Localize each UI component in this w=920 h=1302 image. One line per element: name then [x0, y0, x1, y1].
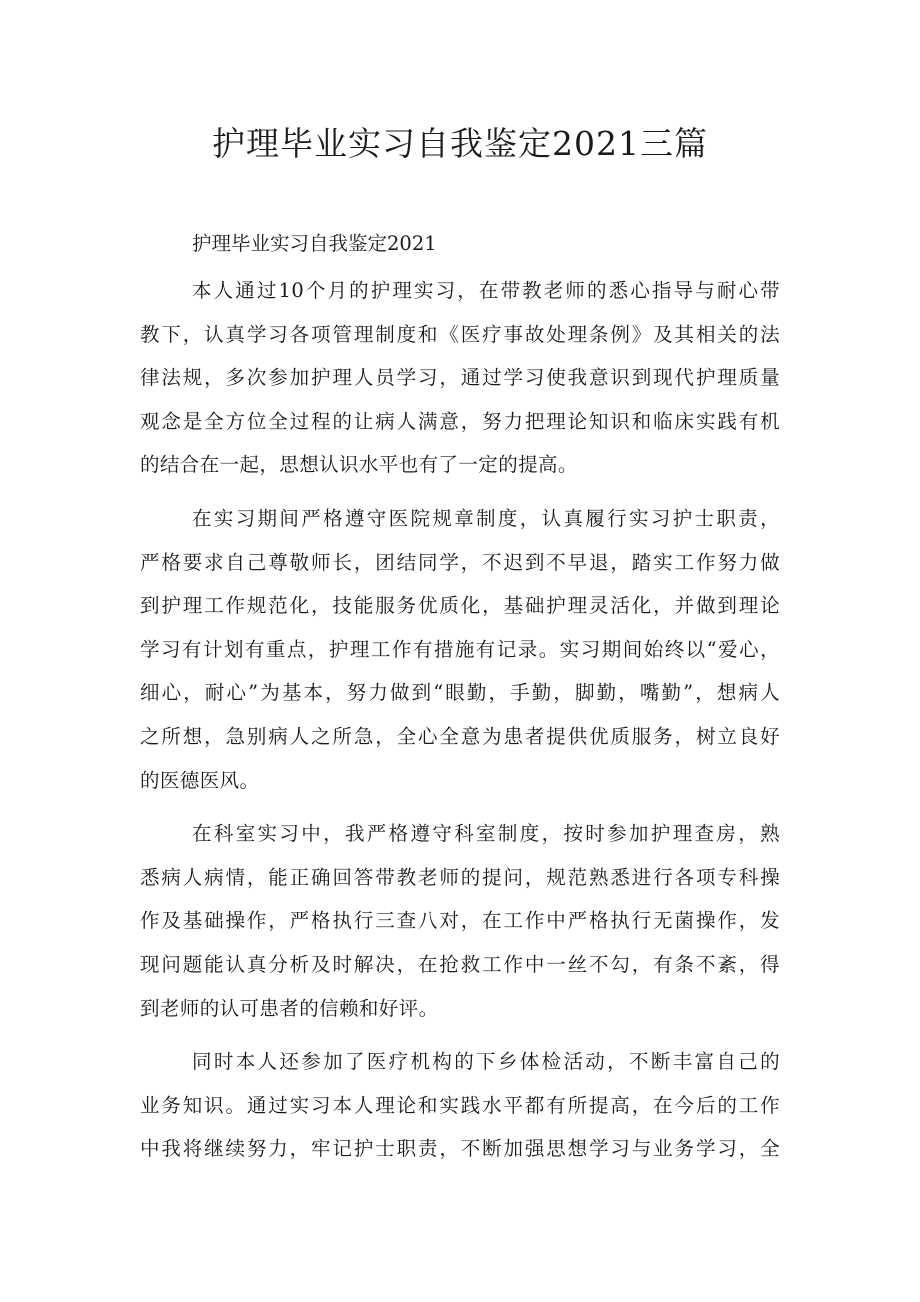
paragraph-line: 细心，耐心”为基本，努力做到“眼勤，手勤，脚勤，嘴勤”，想病人 — [140, 681, 780, 705]
paragraph-line: 在实习期间严格遵守医院规章制度，认真履行实习护士职责， — [192, 506, 780, 530]
paragraph-line: 的结合在一起，思想认识水平也有了一定的提高。 — [140, 453, 578, 477]
paragraph-line: 律法规，多次参加护理人员学习，通过学习使我意识到现代护理质量 — [140, 366, 780, 390]
paragraph-line: 严格要求自己尊敬师长，团结同学，不迟到不早退，踏实工作努力做 — [140, 550, 780, 574]
paragraph-line: 中我将继续努力，牢记护士职责，不断加强思想学习与业务学习，全 — [140, 1137, 780, 1161]
paragraph-line: 之所想，急别病人之所急，全心全意为患者提供优质服务，树立良好 — [140, 724, 780, 748]
paragraph-line: 观念是全方位全过程的让病人满意，努力把理论知识和临床实践有机 — [140, 409, 780, 433]
paragraph-line: 同时本人还参加了医疗机构的下乡体检活动，不断丰富自己的 — [192, 1050, 780, 1074]
paragraph-line: 的医德医风。 — [140, 768, 260, 792]
document-title: 护理毕业实习自我鉴定2021三篇 — [212, 124, 708, 163]
paragraph-line: 教下，认真学习各项管理制度和《医疗事故处理条例》及其相关的法 — [140, 322, 780, 346]
paragraph-line: 业务知识。通过实习本人理论和实践水平都有所提高，在今后的工作 — [140, 1093, 780, 1117]
paragraph-line: 本人通过10个月的护理实习，在带教老师的悉心指导与耐心带 — [192, 279, 780, 302]
paragraph-line: 到护理工作规范化，技能服务优质化，基础护理灵活化，并做到理论 — [140, 594, 780, 618]
document-body — [140, 222, 780, 1171]
paragraph-3 — [140, 812, 780, 1030]
paragraph-1 — [140, 269, 780, 487]
paragraph-line: 悉病人病情，能正确回答带教老师的提问，规范熟悉进行各项专科操 — [140, 865, 780, 889]
paragraph-line: 在科室实习中，我严格遵守科室制度，按时参加护理查房，熟 — [192, 822, 780, 846]
paragraph-2 — [140, 497, 780, 802]
paragraph-line: 学习有计划有重点，护理工作有措施有记录。实习期间始终以“爱心， — [140, 637, 780, 661]
paragraph-line: 到老师的认可患者的信赖和好评。 — [140, 996, 439, 1020]
paragraph-4 — [140, 1040, 780, 1171]
paragraph-line: 作及基础操作，严格执行三查八对，在工作中严格执行无菌操作，发 — [140, 909, 780, 933]
paragraph-line: 现问题能认真分析及时解决，在抢救工作中一丝不勾，有条不紊，得 — [140, 952, 780, 976]
section-subheading: 护理毕业实习自我鉴定2021 — [192, 232, 437, 255]
